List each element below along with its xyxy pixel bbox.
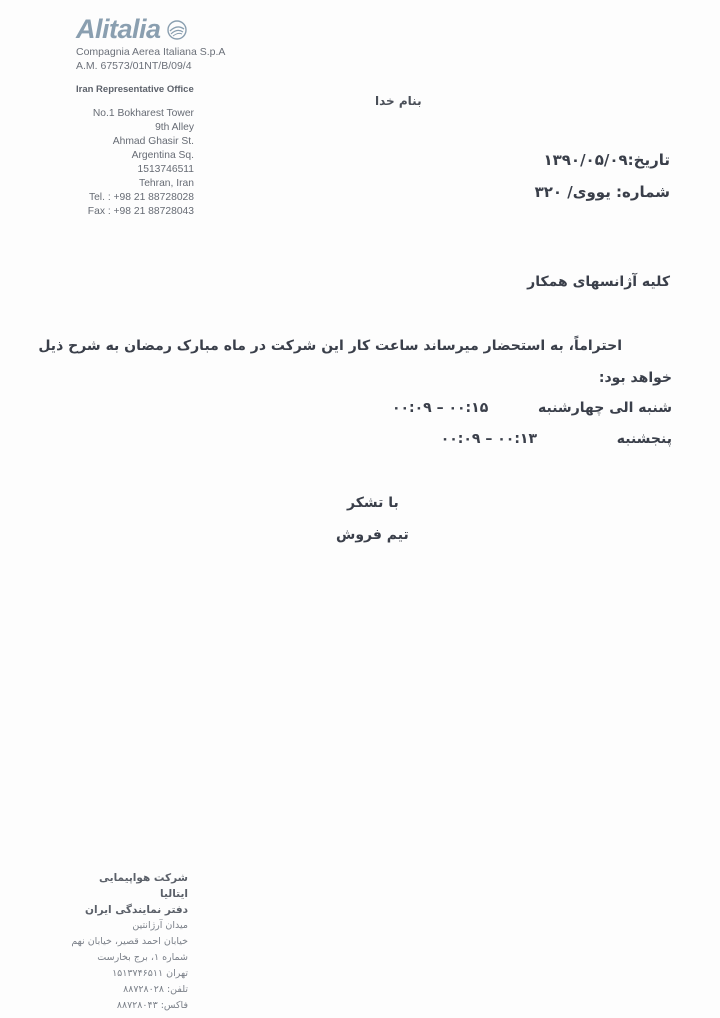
schedule-row — [392, 400, 672, 416]
letter-date: تاریخ:۱۳۹۰/۰۵/۰۹ — [543, 151, 670, 169]
schedule-days: شنبه الی چهارشنبه — [538, 400, 672, 416]
sky-team-emblem-icon — [165, 18, 189, 42]
footer-company: شرکت هواپیمایی ایتالیا — [99, 872, 188, 900]
bismillah-heading: بنام خدا — [375, 94, 422, 108]
schedule-hours: ۰۰:۱۳ – ۰۰:۰۹ — [440, 431, 538, 447]
footer-line: خیابان احمد قصیر، خیابان نهم — [71, 936, 188, 947]
footer-fax: فاکس: ۸۸۷۲۸۰۴۳ — [116, 1000, 188, 1011]
schedule-hours: ۰۰:۱۵ – ۰۰:۰۹ — [391, 400, 489, 416]
company-name: Compagnia Aerea Italiana S.p.A — [76, 46, 226, 58]
schedule-days: پنجشنبه — [616, 431, 672, 447]
logo-wordmark: Alitalia — [76, 14, 161, 44]
address-line: 1513746511 — [137, 164, 194, 175]
address-line: Tehran, Iran — [139, 178, 194, 189]
fax-line: Fax : +98 21 88728043 — [87, 206, 194, 217]
address-line: 9th Alley — [155, 122, 194, 133]
footer-line: شماره ۱، برج بخارست — [97, 952, 188, 963]
footer-line: تهران ۱۵۱۳۷۴۶۵۱۱ — [112, 968, 188, 979]
address-line: Argentina Sq. — [131, 150, 194, 161]
body-paragraph-line2: خواهد بود: — [598, 370, 672, 386]
schedule-row — [441, 431, 672, 447]
registration-number: A.M. 67573/01NT/B/09/4 — [76, 60, 192, 72]
body-paragraph-line1: احتراماً، به استحضار میرساند ساعت کار این شرکت در ماه مبارک رمضان به شرح ذیل — [38, 338, 622, 354]
closing: با تشکر — [347, 495, 399, 511]
footer-office: دفتر نمایندگی ایران — [85, 904, 188, 916]
footer-line: میدان آرژانتین — [132, 920, 188, 931]
letter-number: شماره: یووی/ ۳۲۰ — [534, 183, 670, 201]
alitalia-logo — [76, 14, 189, 45]
recipient: کلیه آژانسهای همکار — [527, 274, 670, 290]
office-title: Iran Representative Office — [76, 84, 194, 95]
phone-line: Tel. : +98 21 88728028 — [88, 192, 194, 203]
persian-address-footer — [70, 870, 188, 1014]
address-line: No.1 Bokharest Tower — [92, 108, 194, 119]
address-line: Ahmad Ghasir St. — [112, 136, 194, 147]
english-address — [88, 107, 194, 219]
footer-phone: تلفن: ۸۸۷۲۸۰۲۸ — [123, 984, 188, 995]
signature: تیم فروش — [336, 527, 409, 543]
